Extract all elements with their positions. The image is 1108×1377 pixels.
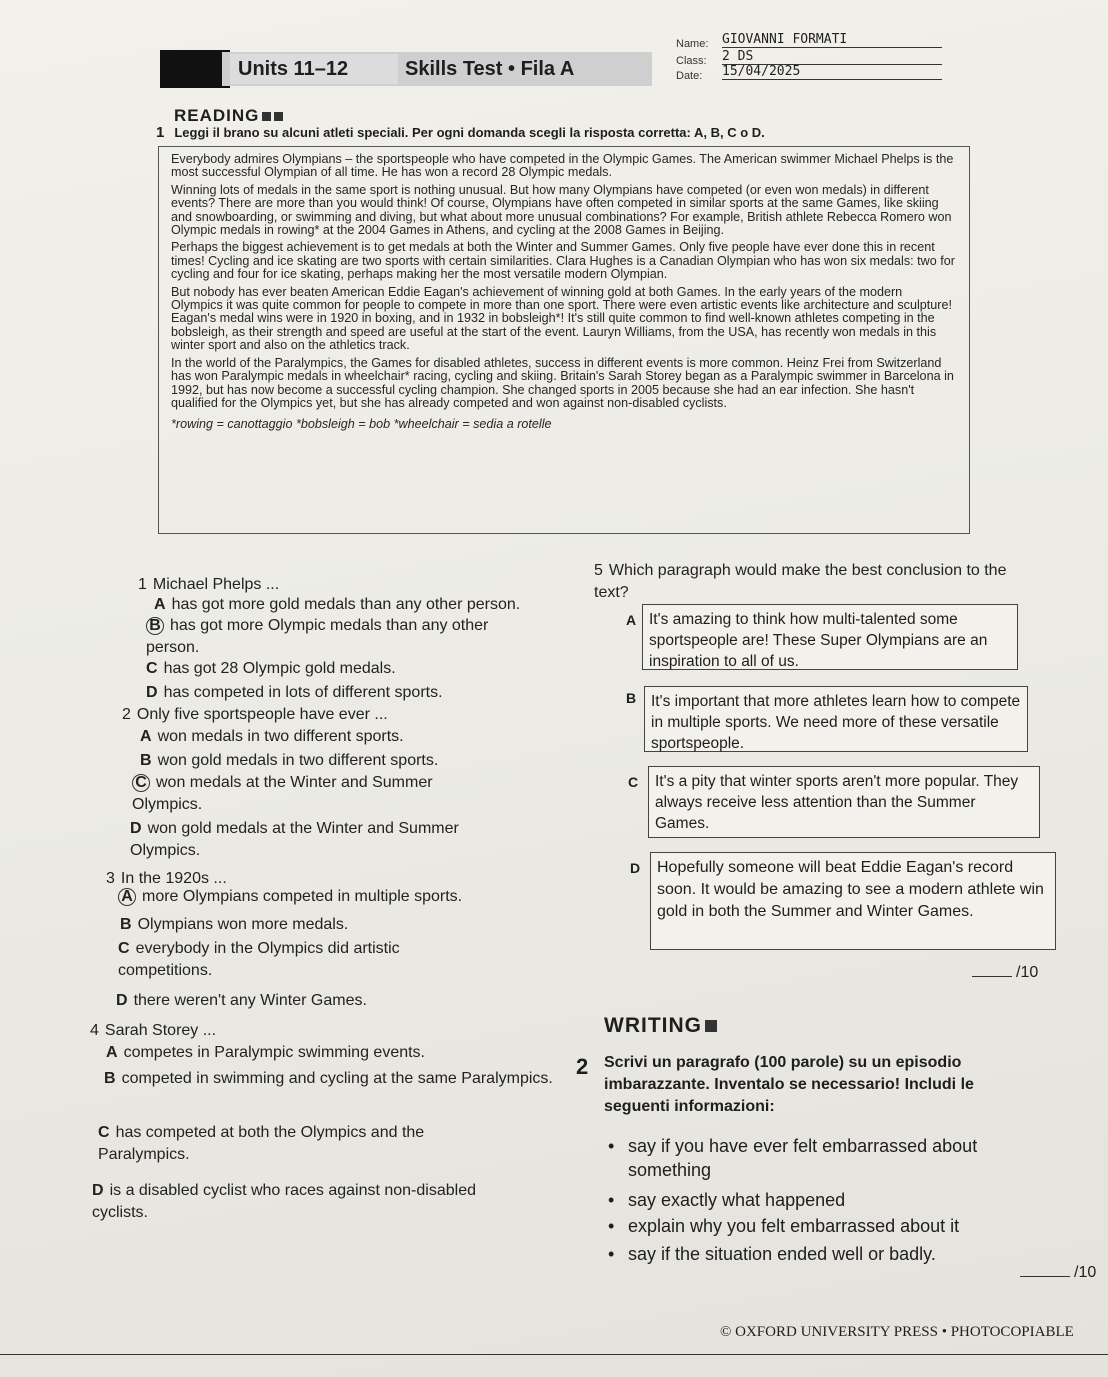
q4-option-c[interactable]: C has competed at both the Olympics and the Paralympics.: [98, 1124, 425, 1163]
passage-paragraph: Perhaps the biggest achievement is to get medals at both the Winter and Summer Games. Only five people have ever done this in recent times! Cycling and ice skating are two sports with certain similarities. Clara Hughes is a Canadian Olympian who has won six medals: two for cycling and four for ice skating, perhaps making her the most versatile modern Olympian.: [171, 240, 955, 282]
square-icon: [274, 112, 283, 121]
name-field: [676, 32, 848, 50]
test-title: Skills Test • Fila A: [405, 58, 575, 80]
q5-letter-a: A: [626, 612, 637, 628]
q4-option-b[interactable]: B competed in swimming and cycling at the same Paralympics.: [104, 1070, 553, 1087]
q4-option-a[interactable]: A competes in Paralympic swimming events.: [106, 1044, 425, 1061]
class-field: [676, 49, 754, 67]
q2-option-b[interactable]: B won gold medals in two different sports.: [140, 752, 439, 769]
date-label: Date:: [676, 70, 703, 82]
writing-bullet: • explain why you felt embarrassed about it: [628, 1214, 1048, 1238]
writing-bullet: • say if you have ever felt embarrassed about something: [628, 1134, 1028, 1182]
q5-option-d[interactable]: Hopefully someone will beat Eddie Eagan's record soon. It would be amazing to see a modern athlete win gold in both the Summer and Winter Games.: [650, 852, 1056, 950]
writing-bullet: • say if the situation ended well or badly.: [628, 1242, 1048, 1266]
copyright-footer: © OXFORD UNIVERSITY PRESS • PHOTOCOPIABLE: [720, 1324, 1074, 1340]
writing-title: WRITING: [604, 1014, 717, 1038]
q2-option-d[interactable]: D won gold medals at the Winter and Summer Olympics.: [130, 820, 459, 859]
passage-paragraph: Winning lots of medals in the same sport is nothing unusual. But how many Olympians have competed (or even won medals) in different events? There are more than you would think! Of course, Olympians have often competed in similar sports at the same Games, like skiing and snowboarding, or swimming and diving, but what about more unusual combinations? For example, British athlete Rebecca Romero won Olympic medals in rowing* at the 2004 Games in Athens, and cycling at the 2008 Games in Beijing.: [171, 182, 952, 238]
q3-option-b[interactable]: B Olympians won more medals.: [120, 916, 349, 933]
q3-option-c[interactable]: C everybody in the Olympics did artistic competitions.: [118, 940, 400, 979]
writing-instruction: Scrivi un paragrafo (100 parole) su un episodio imbarazzante. Inventalo se necessario! Includi le seguenti informazioni:: [604, 1054, 974, 1115]
glossary: *rowing = canottaggio *bobsleigh = bob *wheelchair = sedia a rotelle: [171, 417, 552, 432]
question-4: 4 Sarah Storey ...: [90, 1022, 217, 1039]
circled-answer: B: [146, 617, 164, 635]
reading-passage: [158, 146, 970, 534]
writing-score: /10: [1020, 1264, 1096, 1282]
q2-option-a[interactable]: A won medals in two different sports.: [140, 728, 404, 745]
q3-option-a[interactable]: A more Olympians competed in multiple sports.: [118, 886, 462, 908]
name-label: Name:: [676, 38, 709, 50]
square-icon: [705, 1020, 717, 1032]
question-1: 1 Michael Phelps ...: [138, 576, 280, 593]
date-field: [676, 64, 801, 82]
question-5: 5 Which paragraph would make the best conclusion to the text?: [594, 562, 1007, 601]
exercise-number: 1: [156, 124, 165, 141]
q2-option-c[interactable]: C won medals at the Winter and Summer Olympics.: [132, 774, 433, 813]
units-label: Units 11–12: [230, 54, 398, 84]
writing-bullet: • say exactly what happened: [628, 1188, 1028, 1212]
q1-option-c[interactable]: C has got 28 Olympic gold medals.: [146, 660, 396, 677]
q5-letter-d: D: [630, 860, 641, 876]
class-value: 2 DS: [722, 49, 942, 65]
q5-option-a[interactable]: It's amazing to think how multi-talented some sportspeople are! These Super Olympians are an inspiration to all of us.: [642, 604, 1018, 670]
header-tab: [160, 50, 230, 88]
q1-option-b[interactable]: B has got more Olympic medals than any other person.: [146, 617, 489, 656]
reading-score: /10: [972, 964, 1038, 982]
question-3: 3 In the 1920s ...: [106, 870, 227, 887]
name-value: GIOVANNI FORMATI: [722, 32, 942, 48]
circled-answer: A: [118, 888, 136, 906]
q5-option-c[interactable]: It's a pity that winter sports aren't more popular. They always receive less attention than the Summer Games.: [648, 766, 1040, 838]
class-label: Class:: [676, 55, 707, 67]
q3-option-d[interactable]: D there weren't any Winter Games.: [116, 992, 367, 1009]
question-2: 2 Only five sportspeople have ever ...: [122, 706, 388, 723]
q1-option-a[interactable]: A has got more gold medals than any other person.: [154, 596, 521, 613]
reading-title: READING: [174, 106, 283, 126]
passage-paragraph: In the world of the Paralympics, the Games for disabled athletes, success in different events is more common. Heinz Frei from Switzerland has won Paralympic medals in wheelchair* racing, cycling and skiing. Britain's Sarah Storey began as a Paralympic swimmer in Barcelona in 1992, but has now become a successful cycling champion. She changed sports in 2005 because she had an ear infection. She hasn't qualified for the Olympics yet, but she has already competed and won against non-disabled cyclists.: [171, 355, 954, 410]
circled-answer: C: [132, 774, 150, 792]
q5-option-b[interactable]: It's important that more athletes learn how to compete in multiple sports. We need more of these versatile sportspeople.: [644, 686, 1028, 752]
q4-option-d[interactable]: D is a disabled cyclist who races against non-disabled cyclists.: [92, 1182, 476, 1221]
writing-exercise-number: 2: [576, 1054, 589, 1079]
q5-letter-c: C: [628, 774, 639, 790]
passage-paragraph: Everybody admires Olympians – the sportspeople who have competed in the Olympic Games. The American swimmer Michael Phelps is the most successful Olympian of all time. He has won a record 28 Olympic medals.: [171, 152, 954, 180]
date-value: 15/04/2025: [722, 64, 942, 80]
passage-paragraph: But nobody has ever beaten American Eddie Eagan's achievement of winning gold at both Games. In the early years of the modern Olympics it was quite common for people to compete in more than one sport. There were even artistic events like architecture and sculpture! Eagan's medal wins were in 1920 in boxing, and in 1932 in bobsleigh*! It's still quite common to find well-known athletes competing in the bobsleigh, as their strength and speed are useful at the start of the event. Lauryn Williams, from the USA, has recently won medals in this winter sport and also on the athletics track.: [171, 284, 952, 353]
page-rule: [0, 1354, 1108, 1355]
q5-letter-b: B: [626, 690, 637, 706]
square-icon: [262, 112, 271, 121]
reading-instruction: 1 Leggi il brano su alcuni atleti speciali. Per ogni domanda scegli la risposta corretta: A, B, C o D.: [156, 124, 765, 141]
q1-option-d[interactable]: D has competed in lots of different sports.: [146, 684, 443, 701]
